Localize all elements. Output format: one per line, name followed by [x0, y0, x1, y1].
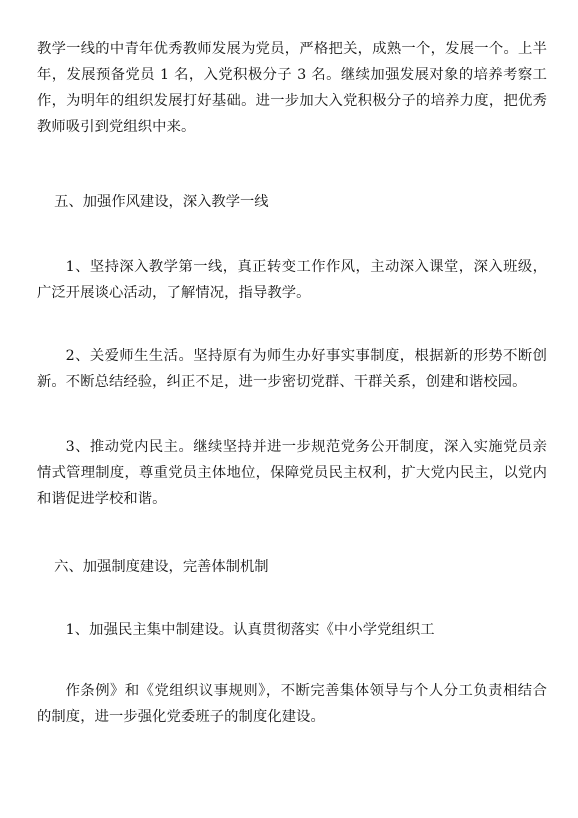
paragraph-5-3: 3、推动党内民主。继续坚持并进一步规范党务公开制度，深入实施党员亲情式管理制度，尊重党员主体地位，保障党员民主权利，扩大党内民主，以党内和谐促进学校和谐。 — [37, 439, 547, 507]
paragraph-5-2: 2、关爱师生生活。坚持原有为师生办好事实事制度，根据新的形势不断创新。不断总结经验，纠正不足，进一步密切党群、干群关系，创建和谐校园。 — [37, 348, 547, 390]
paragraph-5-1: 1、坚持深入教学第一线，真正转变工作作风，主动深入课堂，深入班级，广泛开展谈心活动，了解情况，指导教学。 — [37, 259, 547, 301]
section-heading-5: 五、加强作风建设，深入教学一线 — [54, 194, 269, 210]
paragraph-6-1-continued: 作条例》和《党组织议事规则》，不断完善集体领导与个人分工负责相结合的制度，进一步强化党委班子的制度化建设。 — [37, 683, 547, 725]
paragraph-party-development: 教学一线的中青年优秀教师发展为党员，严格把关，成熟一个，发展一个。上半年，发展预备党员 1 名，入党积极分子 3 名。继续加强发展对象的培养考察工作，为明年的组织发展打好基础。进一步加大入党积极分子的培养力度，把优秀教师吸引到党组织中来。 — [37, 41, 547, 135]
section-heading-6: 六、加强制度建设，完善体制机制 — [54, 559, 269, 575]
paragraph-6-1-start: 1、加强民主集中制建设。认真贯彻落实《中小学党组织工 — [65, 622, 435, 638]
